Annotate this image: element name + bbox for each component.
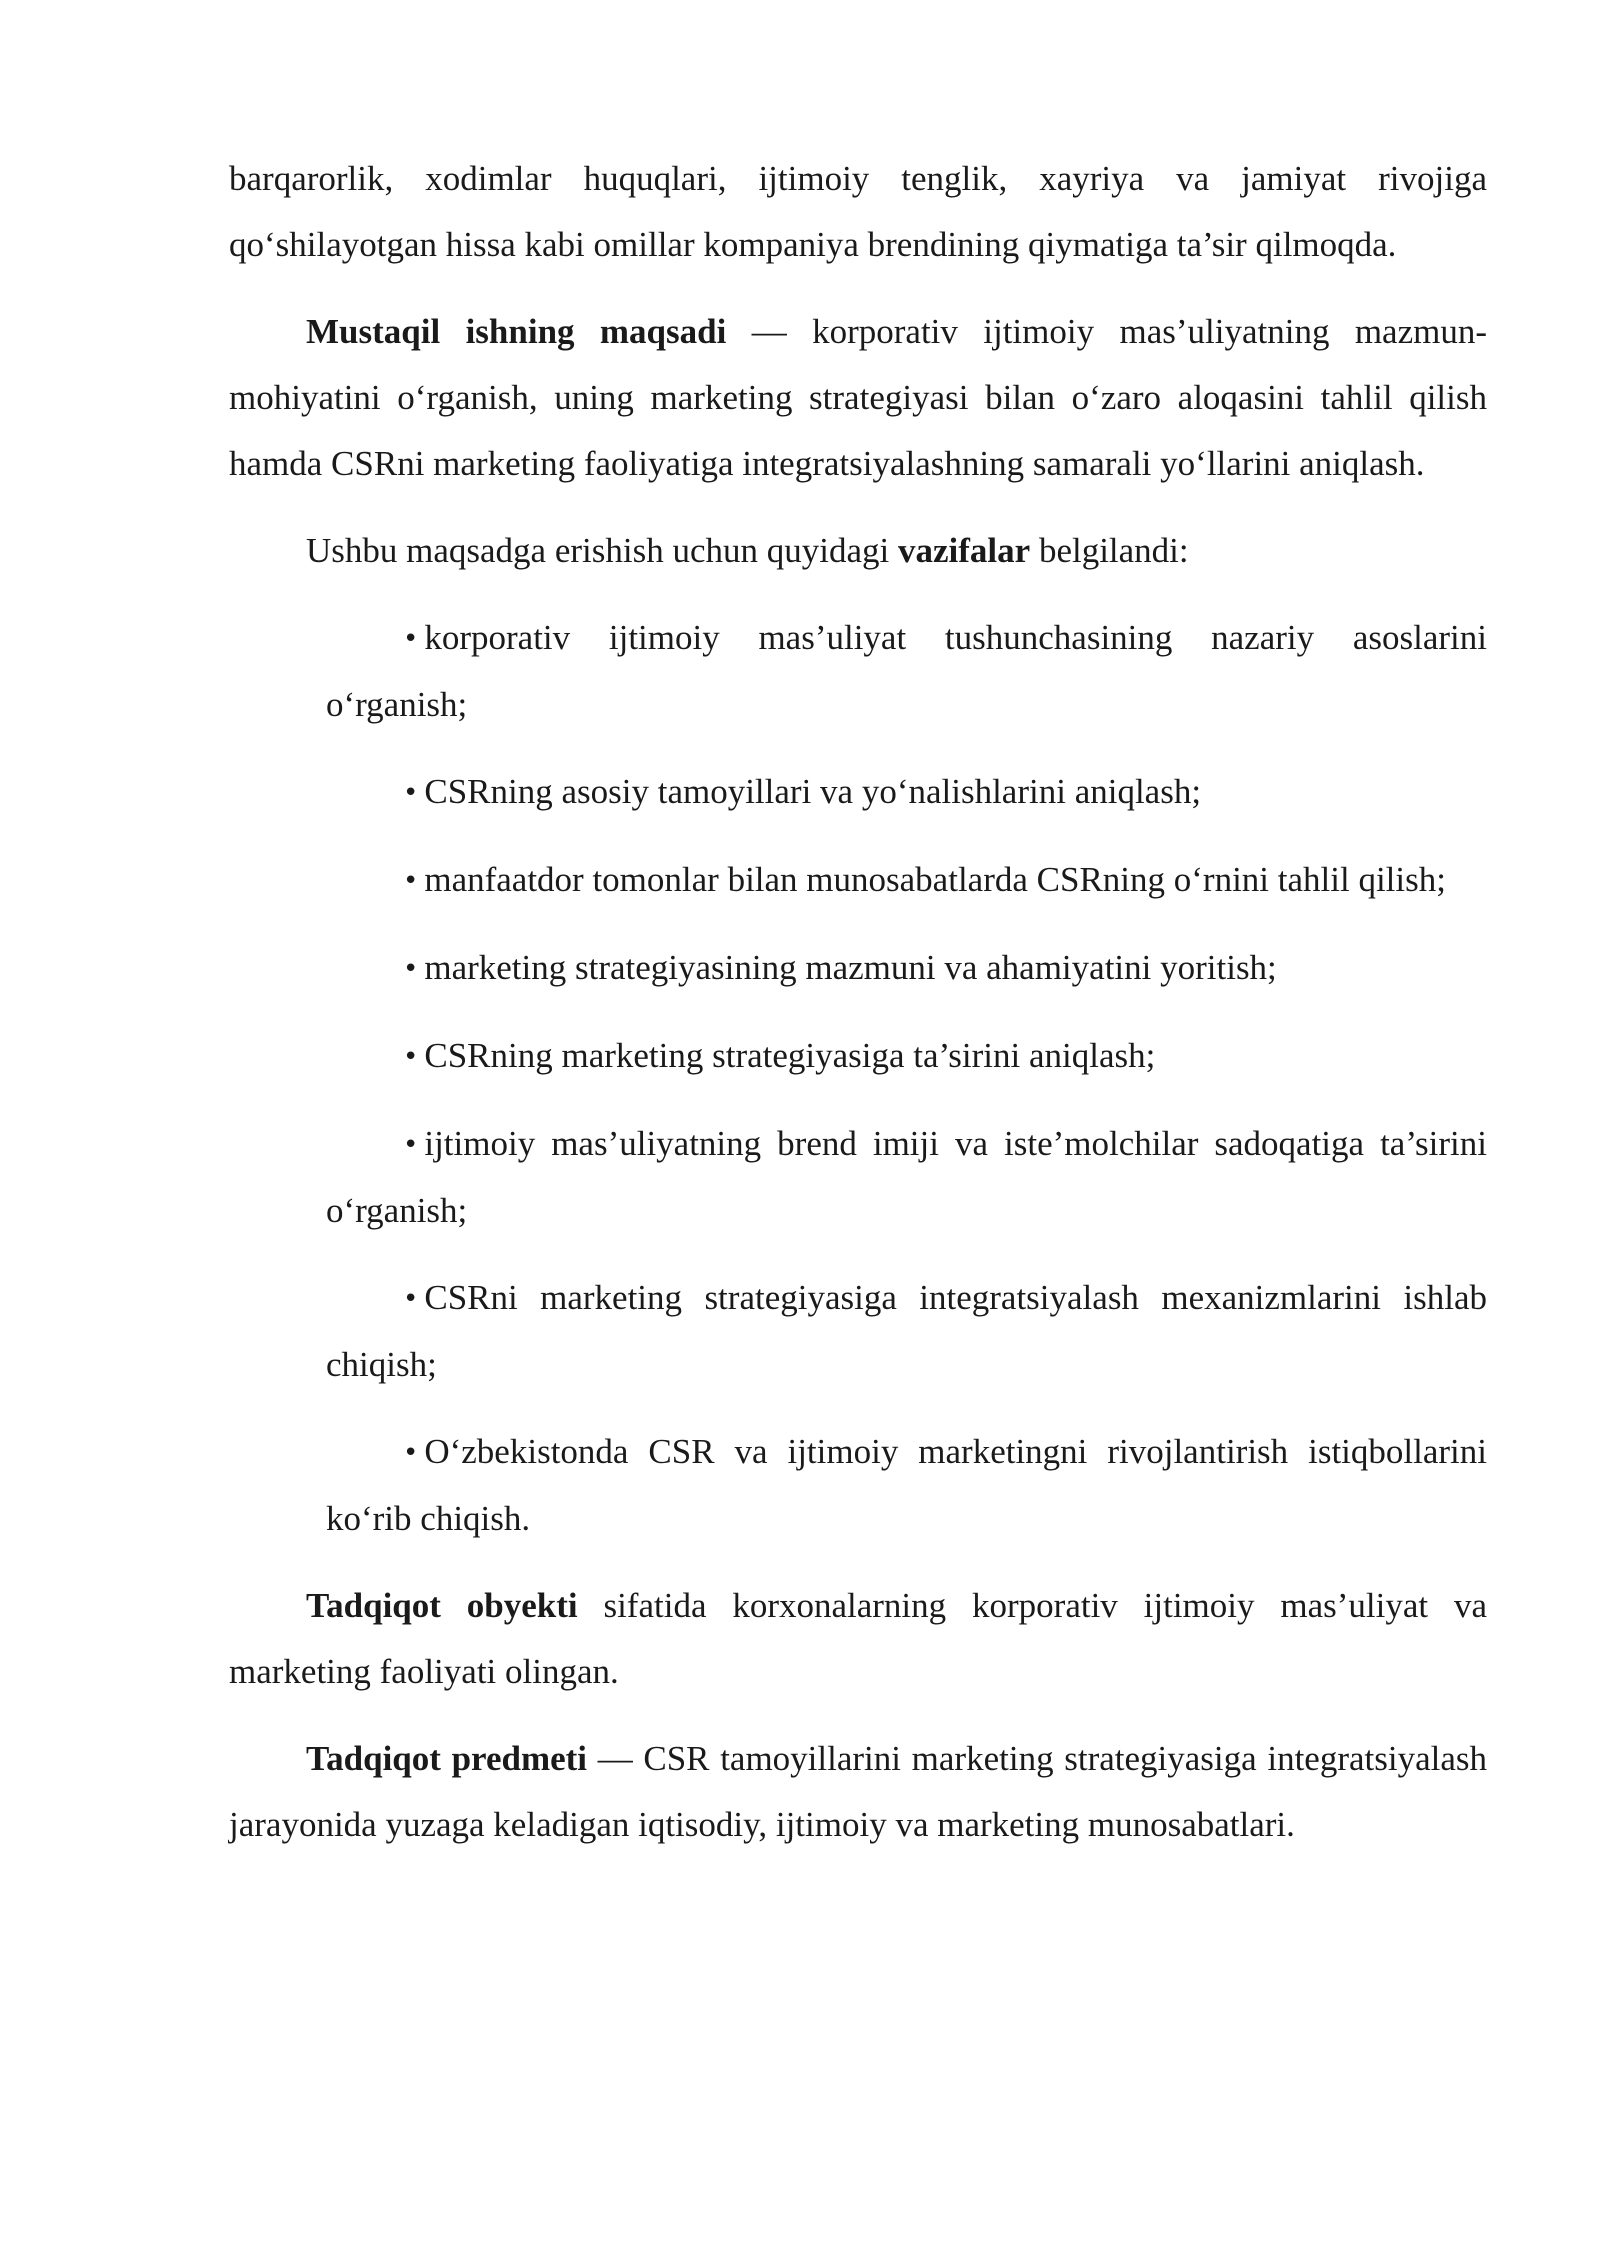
- document-page: [229, 146, 1487, 1879]
- task-text: CSRning asosiy tamoyillari va yo‘nalishlarini aniqlash;: [424, 772, 1202, 811]
- list-item: [326, 605, 1487, 738]
- goal-paragraph: [229, 299, 1487, 497]
- tasks-intro-before: Ushbu maqsadga erishish uchun quyidagi: [306, 531, 898, 570]
- tasks-list: [229, 605, 1487, 1552]
- task-text: ijtimoiy mas’uliyatning brend imiji va iste’molchilar sadoqatiga ta’sirini o‘rganish;: [326, 1124, 1487, 1230]
- intro-paragraph: barqarorlik, xodimlar huquqlari, ijtimoiy tenglik, xayriya va jamiyat rivojiga qo‘shilayotgan hissa kabi omillar kompaniya brendining qiymatiga ta’sir qilmoqda.: [229, 159, 1487, 264]
- list-item: [326, 847, 1487, 914]
- goal-term: Mustaqil ishning maqsadi: [306, 312, 727, 351]
- list-item: [326, 759, 1487, 826]
- list-item: [326, 935, 1487, 1002]
- bullet-icon: •: [403, 1284, 419, 1314]
- task-text: korporativ ijtimoiy mas’uliyat tushunchasining nazariy asoslarini o‘rganish;: [326, 618, 1487, 724]
- object-text: sifatida korxonalarning korporativ ijtimoiy mas’uliyat va marketing faoliyati olingan.: [229, 1586, 1487, 1691]
- tasks-intro-after: belgilandi:: [1030, 531, 1189, 570]
- list-item: [326, 1023, 1487, 1090]
- subject-paragraph: [229, 1726, 1487, 1858]
- list-item: [326, 1419, 1487, 1552]
- task-text: manfaatdor tomonlar bilan munosabatlarda CSRning o‘rnini tahlil qilish;: [424, 860, 1446, 899]
- object-term: Tadqiqot obyekti: [306, 1586, 578, 1625]
- bullet-icon: •: [403, 1042, 419, 1072]
- task-text: marketing strategiyasining mazmuni va ahamiyatini yoritish;: [424, 948, 1277, 987]
- object-paragraph: [229, 1573, 1487, 1705]
- subject-text: — CSR tamoyillarini marketing strategiyasiga integratsiyalash jarayonida yuzaga keladigan iqtisodiy, ijtimoiy va marketing munosabatlari.: [229, 1739, 1487, 1844]
- list-item: [326, 1111, 1487, 1244]
- tasks-intro-term: vazifalar: [898, 531, 1031, 570]
- bullet-icon: •: [403, 624, 419, 654]
- task-text: CSRning marketing strategiyasiga ta’sirini aniqlash;: [424, 1036, 1156, 1075]
- bullet-icon: •: [403, 778, 419, 808]
- bullet-icon: •: [403, 954, 419, 984]
- list-item: [326, 1265, 1487, 1398]
- task-text: CSRni marketing strategiyasiga integratsiyalash mexanizmlarini ishlab chiqish;: [326, 1278, 1487, 1384]
- bullet-icon: •: [403, 1438, 419, 1468]
- tasks-intro-paragraph: [229, 518, 1487, 584]
- subject-term: Tadqiqot predmeti: [306, 1739, 588, 1778]
- bullet-icon: •: [403, 1130, 419, 1160]
- task-text: O‘zbekistonda CSR va ijtimoiy marketingni rivojlantirish istiqbollarini ko‘rib chiqish.: [326, 1432, 1487, 1538]
- bullet-icon: •: [403, 866, 419, 896]
- goal-text: — korporativ ijtimoiy mas’uliyatning mazmun-mohiyatini o‘rganish, uning marketing strategiyasi bilan o‘zaro aloqasini tahlil qilish hamda CSRni marketing faoliyatiga integratsiyalashning samarali yo‘llarini aniqlash.: [229, 312, 1487, 483]
